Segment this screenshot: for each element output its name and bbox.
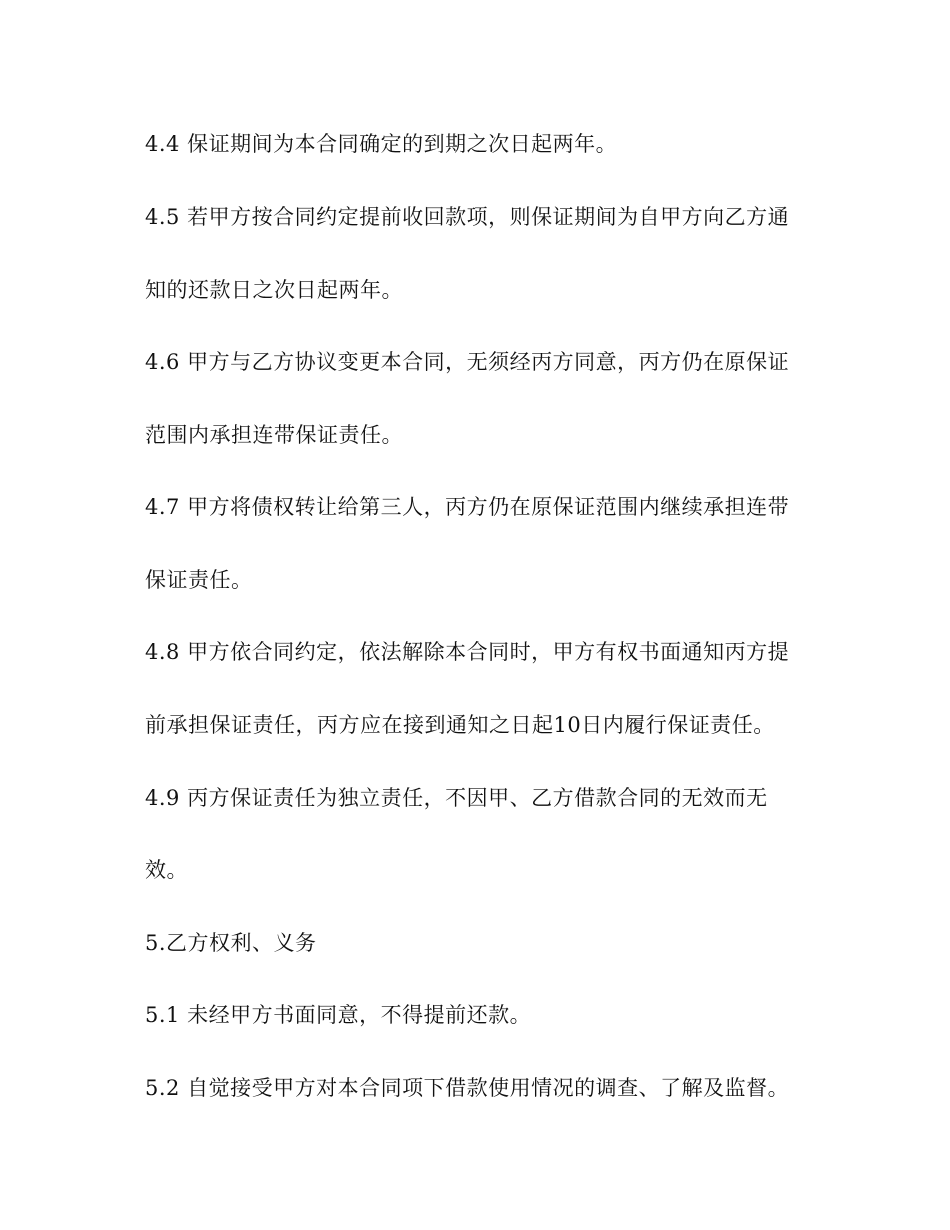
text-line: 4.7 甲方将债权转让给第三人，丙方仍在原保证范围内继续承担连带	[145, 495, 790, 519]
text-line: 4.8 甲方依合同约定，依法解除本合同时，甲方有权书面通知丙方提	[145, 640, 790, 664]
text-line: 5.2 自觉接受甲方对本合同项下借款使用情况的调查、了解及监督。	[145, 1076, 790, 1100]
text-line: 4.4 保证期间为本合同确定的到期之次日起两年。	[145, 132, 618, 156]
text-line: 4.9 丙方保证责任为独立责任，不因甲、乙方借款合同的无效而无	[145, 786, 768, 810]
section-heading: 5.乙方权利、义务	[145, 931, 317, 955]
text-line: 效。	[145, 858, 188, 882]
text-line: 前承担保证责任，丙方应在接到通知之日起10日内履行保证责任。	[145, 713, 775, 737]
text-line: 知的还款日之次日起两年。	[145, 278, 403, 302]
text-line: 5.1 未经甲方书面同意，不得提前还款。	[145, 1003, 532, 1027]
text-line: 保证责任。	[145, 568, 253, 592]
text-line: 范围内承担连带保证责任。	[145, 423, 403, 447]
text-line: 4.5 若甲方按合同约定提前收回款项，则保证期间为自甲方向乙方通	[145, 205, 790, 229]
text-line: 4.6 甲方与乙方协议变更本合同，无须经丙方同意，丙方仍在原保证	[145, 350, 790, 374]
